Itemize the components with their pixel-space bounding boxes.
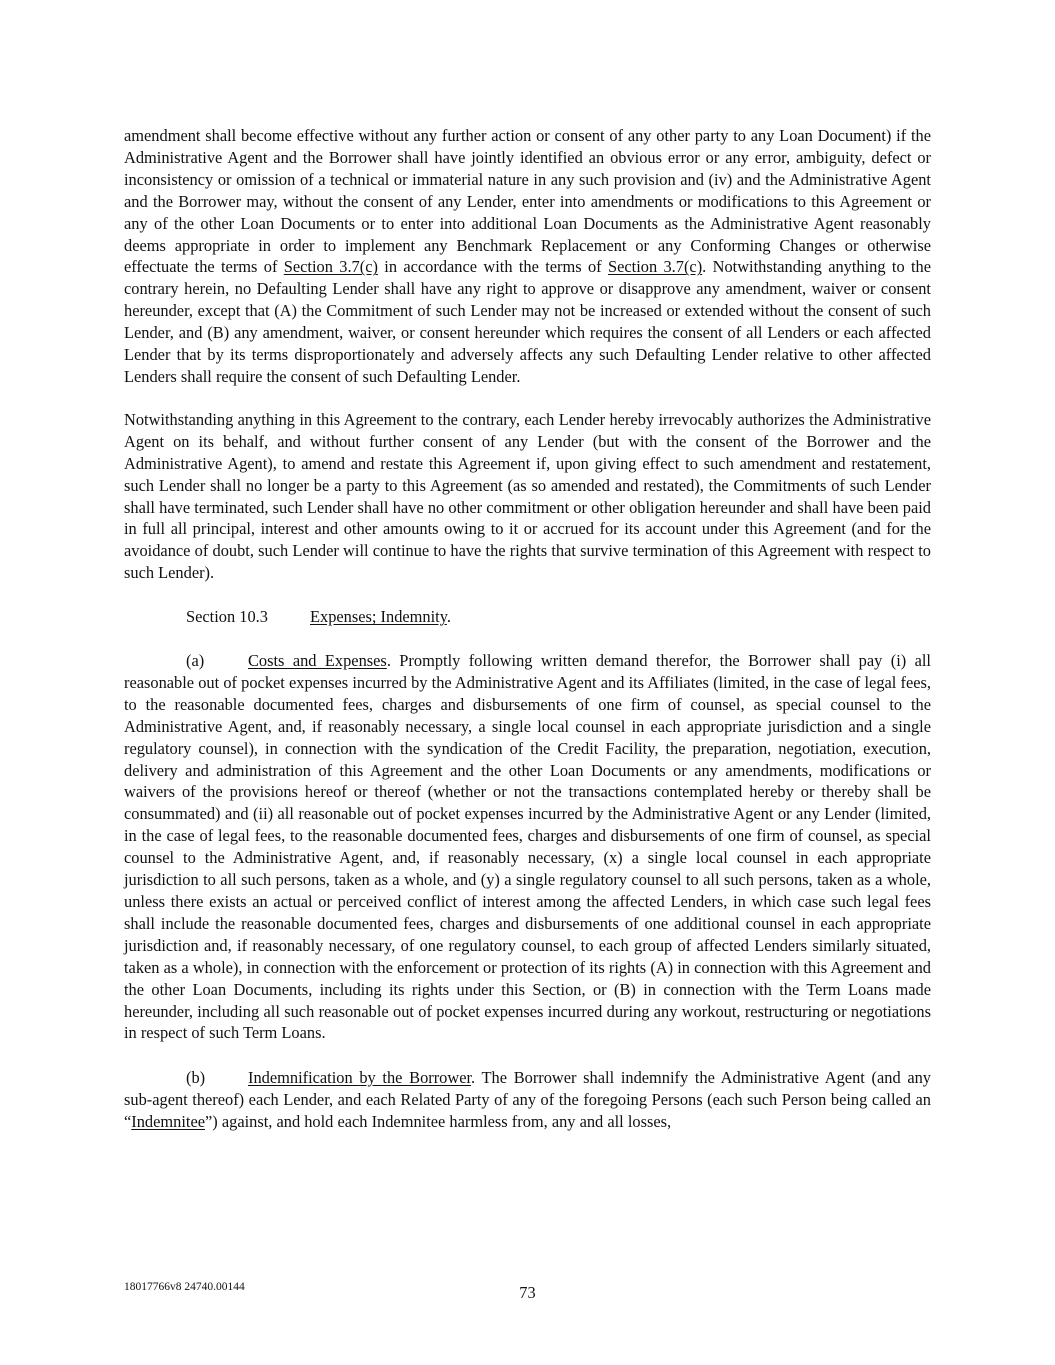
section-number: Section 10.3 — [186, 607, 268, 627]
section-title: Expenses; Indemnity — [310, 607, 447, 627]
clause-text: . The Borrower shall indemnify the Administrative Agent (and any sub-agent thereof) each Lender, and each Related Party of any of the foregoing Persons (each such Person being called an “ — [124, 1068, 931, 1132]
paragraph-text: . Notwithstanding anything to the contrary herein, no Defaulting Lender shall have any right to approve or disapprove any amendment, waiver or consent hereunder, except that (A) the Commitment of such Lender may not be increased or extended without the consent of such Lender, and (B) any amendment, waiver, or consent hereunder which requires the consent of all Lenders or each affected Lender that by its terms disproportionately and adversely affects any such Defaulting Lender relative to other affected Lenders shall require the consent of such Defaulting Lender. — [124, 257, 932, 386]
section-title-end: . — [446, 607, 451, 627]
paragraph-text: in accordance with the terms of — [377, 257, 608, 277]
clause-b-indemnification — [124, 1067, 931, 1133]
document-page — [124, 125, 931, 1133]
defined-term: Indemnitee — [131, 1112, 206, 1132]
section-heading — [124, 606, 931, 628]
paragraph-lender-authorization: Notwithstanding anything in this Agreement to the contrary, each Lender hereby irrevocably authorizes the Administrative Agent on its behalf, and without further consent of any Lender (but with the consent of the Borrower and the Administrative Agent), to amend and restate this Agreement if, upon giving effect to such amendment and restatement, such Lender shall no longer be a party to this Agreement (as so amended and restated), the Commitments of such Lender shall have terminated, such Lender shall have no other commitment or other obligation hereunder and shall have been paid in full all principal, interest and other amounts owing to it or accrued for its account under this Agreement (and for the avoidance of doubt, such Lender will continue to have the rights that survive termination of this Agreement with respect to such Lender). — [124, 409, 931, 583]
clause-title: Indemnification by the Borrower — [248, 1068, 472, 1088]
section-reference: Section 3.7(c) — [607, 257, 703, 277]
clause-text: . Promptly following written demand therefor, the Borrower shall pay (i) all reasonable out of pocket expenses incurred by the Administrative Agent and its Affiliates (limited, in the case of legal fees, to the reasonable documented fees, charges and disbursements of one firm of counsel, as special counsel to the Administrative Agent, and, if reasonably necessary, a single local counsel in each appropriate jurisdiction and a single regulatory counsel), in connection with the syndication of the Credit Facility, the preparation, negotiation, execution, delivery and administration of this Agreement and the other Loan Documents or any amendments, modifications or waivers of the provisions hereof or thereof (whether or not the transactions contemplated hereby or thereby shall be consummated) and (ii) all reasonable out of pocket expenses incurred by the Administrative Agent or any Lender (limited, in the case of legal fees, to the reasonable documented fees, charges and disbursements of one firm of counsel, as special counsel to the Administrative Agent, and, if reasonably necessary, (x) a single local counsel in each appropriate jurisdiction to all such persons, taken as a whole, and (y) a single regulatory counsel to all such persons, taken as a whole, unless there exists an actual or perceived conflict of interest among the affected Lenders, in which case such legal fees shall include the reasonable documented fees, charges and disbursements of one additional counsel in each appropriate jurisdiction and, if reasonably necessary, of one regulatory counsel, to each group of affected Lenders similarly situated, taken as a whole), in connection with the enforcement or protection of its rights (A) in connection with this Agreement and the other Loan Documents, including its rights under this Section, or (B) in connection with the Term Loans made hereunder, including all such reasonable out of pocket expenses incurred during any workout, restructuring or negotiations in respect of such Term Loans. — [124, 651, 931, 1043]
section-reference: Section 3.7(c) — [283, 257, 378, 277]
clause-label: (b) — [186, 1068, 206, 1088]
paragraph-text: amendment shall become effective without any further action or consent of any other party to any Loan Document) if the Administrative Agent and the Borrower shall have jointly identified an obvious error or any error, ambiguity, defect or inconsistency or omission of a technical or immaterial nature in any such provision and (iv) and the Administrative Agent and the Borrower may, without the consent of any Lender, enter into amendments or modifications to this Agreement or any of the other Loan Documents or to enter into additional Loan Documents as the Administrative Agent reasonably deems appropriate in order to implement any Benchmark Replacement or any Conforming Changes or otherwise effectuate the terms of — [124, 126, 931, 277]
page-number: 73 — [519, 1283, 536, 1302]
clause-label: (a) — [186, 651, 205, 671]
paragraph-amendment-continuation — [124, 125, 931, 388]
document-id: 18017766v8 24740.00144 — [124, 1281, 245, 1293]
clause-text: ”) against, and hold each Indemnitee harmless from, any and all losses, — [205, 1112, 672, 1132]
clause-title: Costs and Expenses — [248, 651, 387, 671]
clause-a-costs-and-expenses — [124, 650, 931, 1044]
